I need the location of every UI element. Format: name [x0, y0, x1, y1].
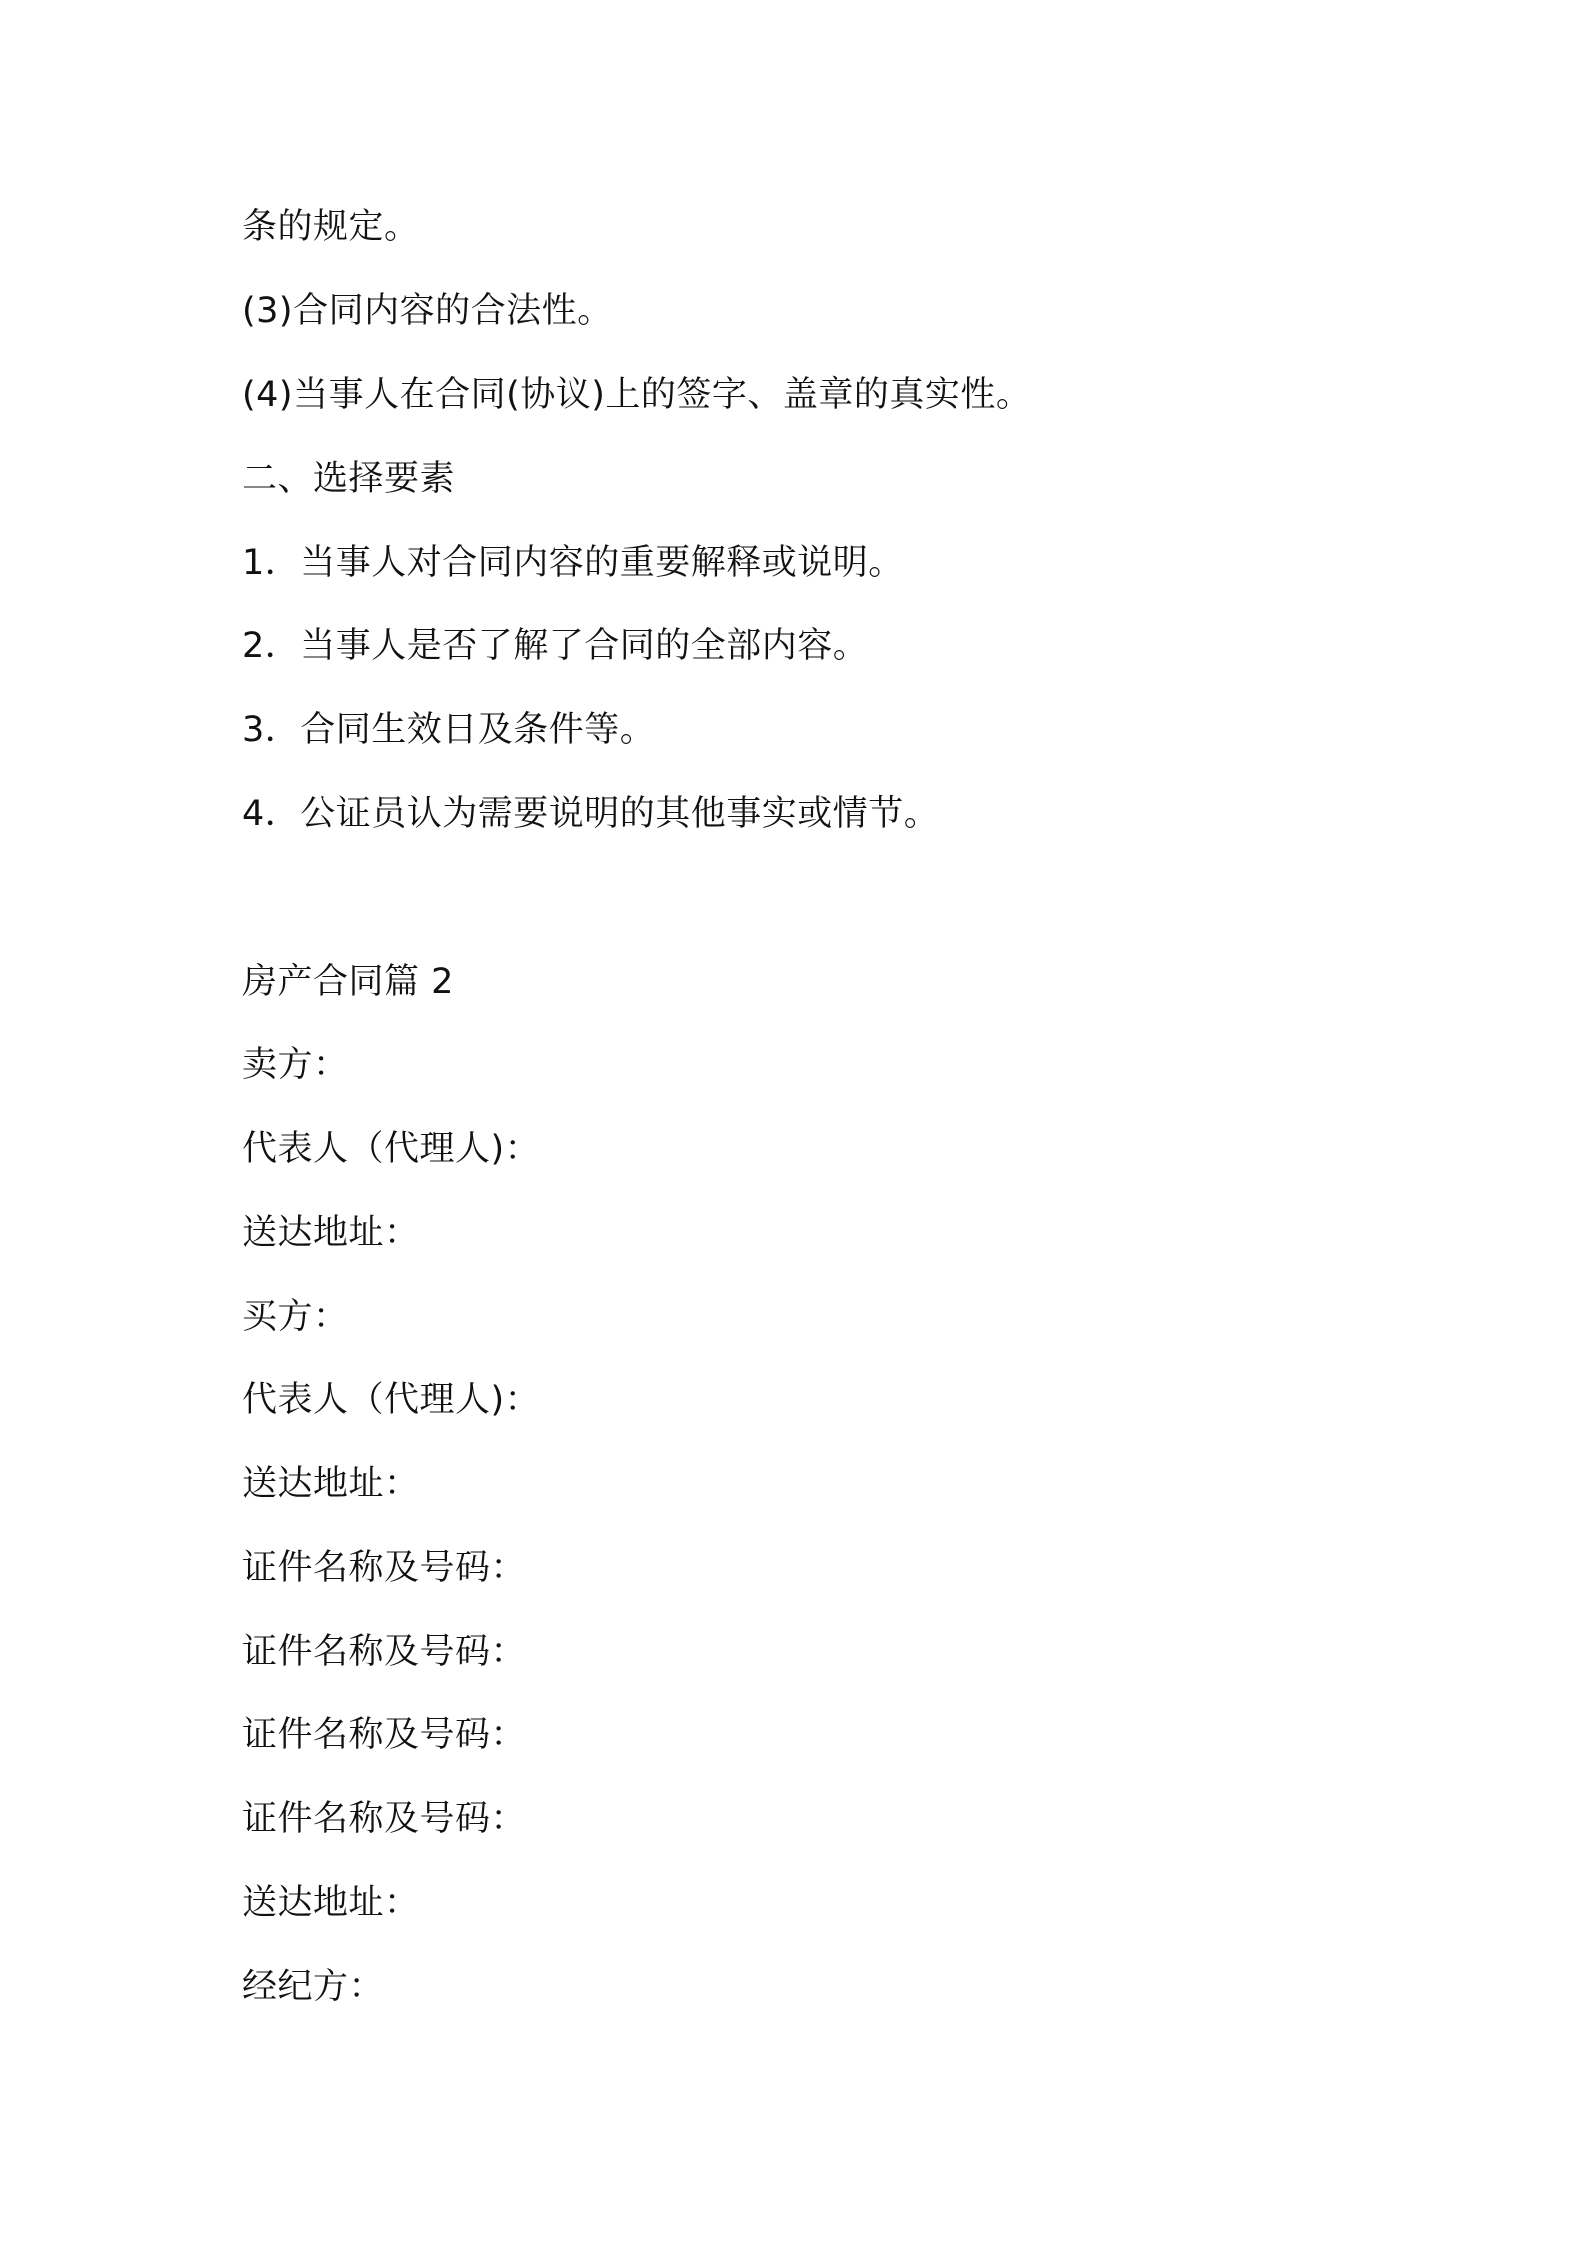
field-label-id: 证件名称及号码：: [242, 1632, 527, 1672]
field-label-seller: 卖方：: [242, 1045, 349, 1085]
field-label-id: 证件名称及号码：: [242, 1799, 527, 1839]
field-label-representative: 代表人（代理人)：: [242, 1129, 541, 1169]
field-label-buyer: 买方：: [242, 1297, 349, 1337]
list-item: 1．当事人对合同内容的重要解释或说明。: [242, 543, 904, 583]
field-label-id: 证件名称及号码：: [242, 1548, 527, 1588]
list-item: 3．合同生效日及条件等。: [242, 710, 656, 750]
field-label-broker: 经纪方：: [242, 1967, 385, 2007]
text-line: (4)当事人在合同(协议)上的签字、盖章的真实性。: [242, 375, 1032, 415]
field-label-address: 送达地址：: [242, 1883, 420, 1923]
list-item: 4．公证员认为需要说明的其他事实或情节。: [242, 794, 940, 834]
field-label-id: 证件名称及号码：: [242, 1715, 527, 1755]
field-label-address: 送达地址：: [242, 1213, 420, 1253]
field-label-address: 送达地址：: [242, 1464, 420, 1504]
text-line: (3)合同内容的合法性。: [242, 291, 613, 331]
text-line: 条的规定。: [242, 207, 420, 247]
field-label-representative: 代表人（代理人)：: [242, 1380, 541, 1420]
section-heading: 二、选择要素: [242, 459, 456, 499]
list-item: 2．当事人是否了解了合同的全部内容。: [242, 626, 869, 666]
contract-title: 房产合同篇 2: [242, 962, 454, 1002]
